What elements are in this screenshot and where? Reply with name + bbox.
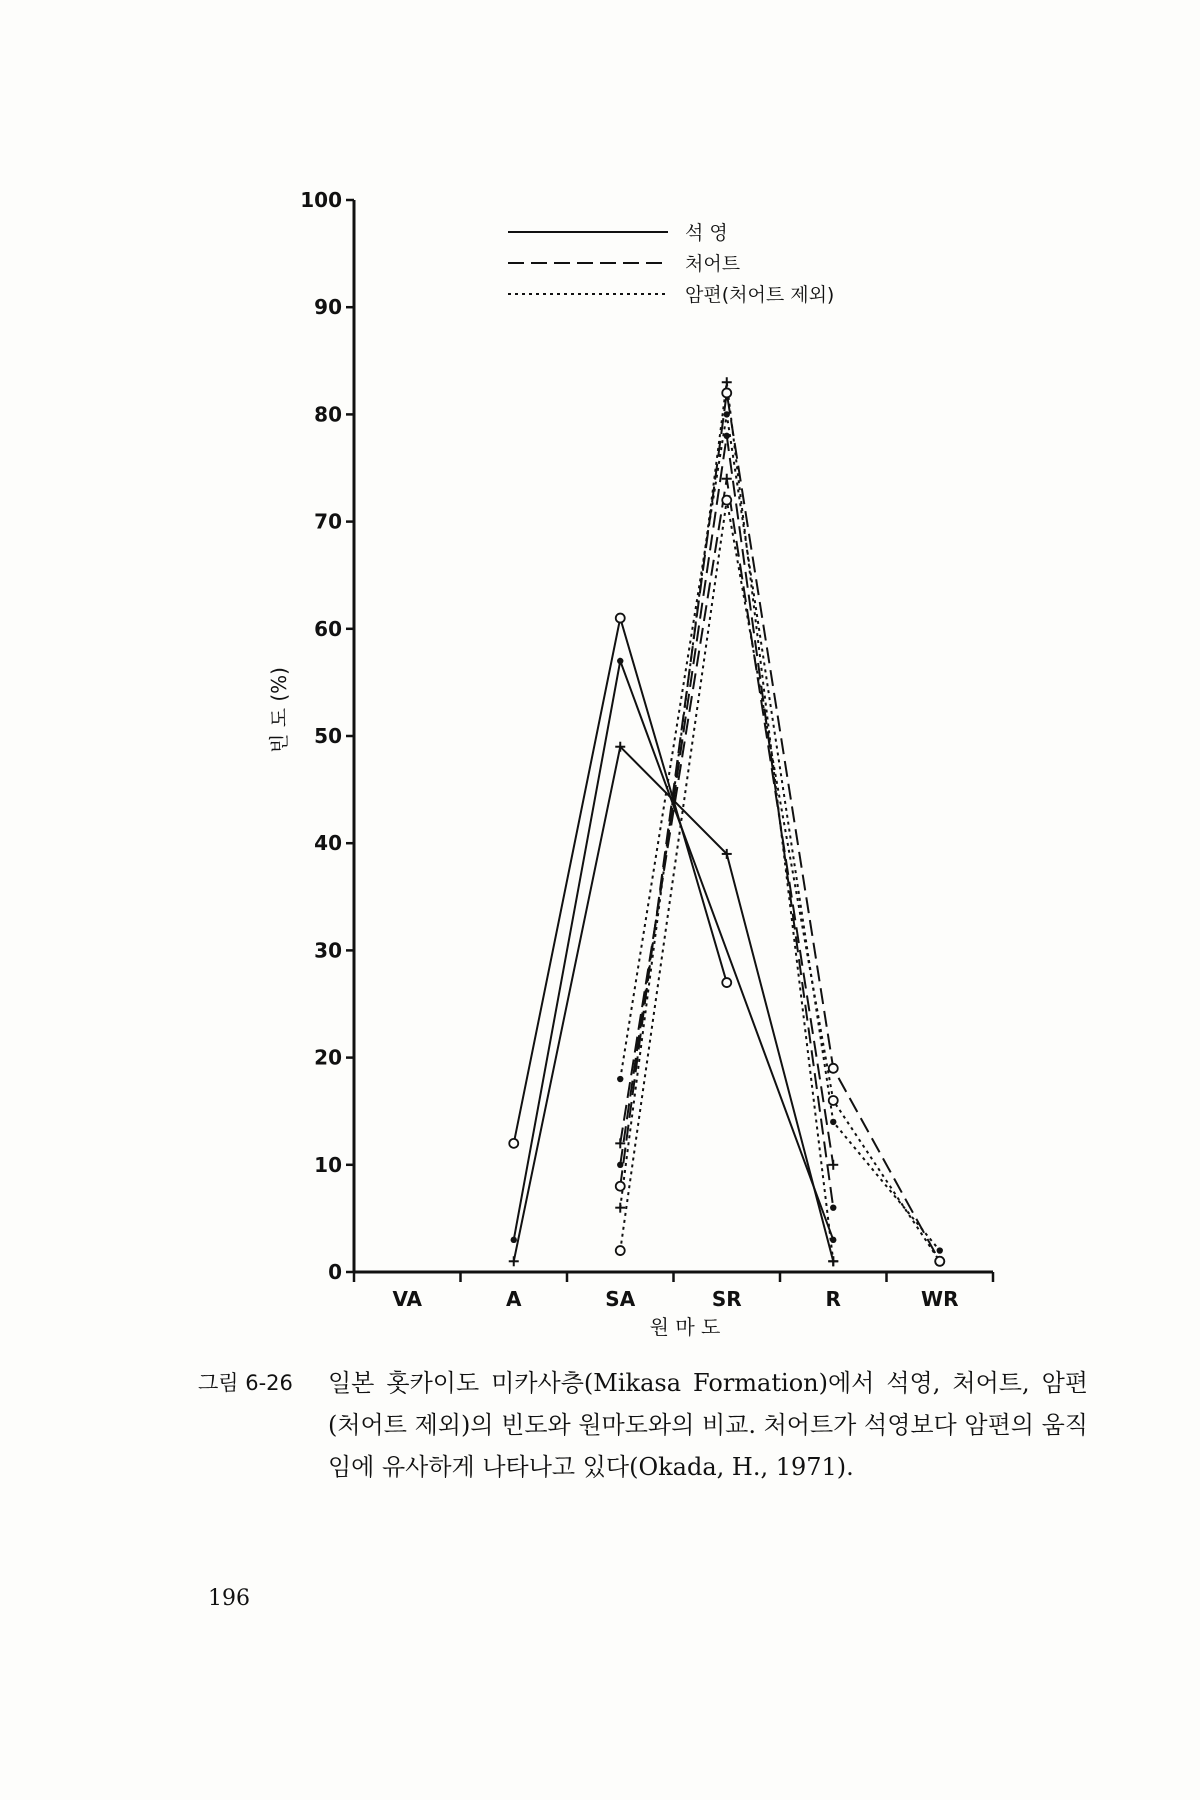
legend-label: 석 영 [685, 222, 728, 244]
x-tick-label: SA [605, 1287, 636, 1311]
legend [508, 222, 834, 306]
x-axis-categories [354, 1272, 993, 1311]
chart-axes [354, 200, 993, 1272]
x-tick-label: SR [711, 1287, 742, 1311]
y-tick-label: 100 [300, 188, 342, 212]
point-marker [615, 1203, 625, 1213]
point-marker [617, 1076, 623, 1082]
legend-label: 암편(처어트 제외) [685, 284, 835, 306]
point-marker [617, 658, 623, 664]
figure-caption-text: 일본 홋카이도 미카사층(Mikasa Formation)에서 석영, 처어트, 암편(처어트 제외)의 빈도와 원마도와의 비교. 처어트가 석영보다 암편의 움직임에 유사하게 나타나고 있다(Okada, H., 1971). [328, 1369, 1088, 1481]
point-marker [830, 1237, 836, 1243]
point-marker [509, 1139, 518, 1148]
point-marker [616, 1182, 625, 1191]
x-tick-label: WR [921, 1287, 959, 1311]
y-tick-label: 0 [328, 1260, 342, 1284]
figure-caption [198, 1362, 1098, 1488]
figure-number: 그림 6-26 [198, 1371, 293, 1395]
point-marker [828, 1256, 838, 1266]
x-axis-title: 원 마 도 [649, 1315, 721, 1339]
series-markers [509, 377, 945, 1266]
point-marker [724, 411, 730, 417]
y-tick-label: 90 [314, 295, 342, 320]
point-marker [617, 1162, 623, 1168]
point-marker [616, 1246, 625, 1255]
series-line [620, 382, 833, 1261]
y-axis-title: 빈 도 (%) [267, 667, 291, 753]
point-marker [724, 433, 730, 439]
legend-label: 처어트 [685, 253, 741, 275]
point-marker [722, 377, 732, 387]
series-line [620, 500, 940, 1261]
y-tick-label: 50 [314, 724, 342, 748]
y-tick-label: 60 [314, 616, 342, 641]
y-tick-label: 30 [314, 938, 342, 963]
y-tick-label: 40 [314, 831, 342, 856]
point-marker [722, 978, 731, 987]
series-line [620, 479, 833, 1165]
page-number: 196 [208, 1586, 250, 1611]
point-marker [616, 614, 625, 623]
x-tick-label: VA [392, 1287, 423, 1311]
point-marker [830, 1204, 836, 1210]
point-marker [722, 474, 732, 484]
y-tick-label: 10 [314, 1152, 342, 1177]
point-marker [722, 496, 731, 505]
point-marker [830, 1119, 836, 1125]
x-tick-label: R [825, 1287, 841, 1311]
point-marker [829, 1096, 838, 1105]
series-lines [514, 382, 940, 1261]
point-marker [937, 1247, 943, 1253]
y-tick-label: 70 [314, 509, 342, 534]
point-marker [935, 1257, 944, 1266]
series-line [620, 436, 833, 1208]
x-tick-label: A [506, 1287, 522, 1311]
y-tick-label: 80 [314, 402, 342, 427]
point-marker [722, 388, 731, 397]
series-line [514, 661, 834, 1240]
series-line [514, 747, 834, 1262]
point-marker [829, 1064, 838, 1073]
point-marker [511, 1237, 517, 1243]
y-axis-ticks [300, 188, 354, 1284]
y-tick-label: 20 [314, 1045, 342, 1070]
point-marker [509, 1256, 519, 1266]
point-marker [828, 1160, 838, 1170]
